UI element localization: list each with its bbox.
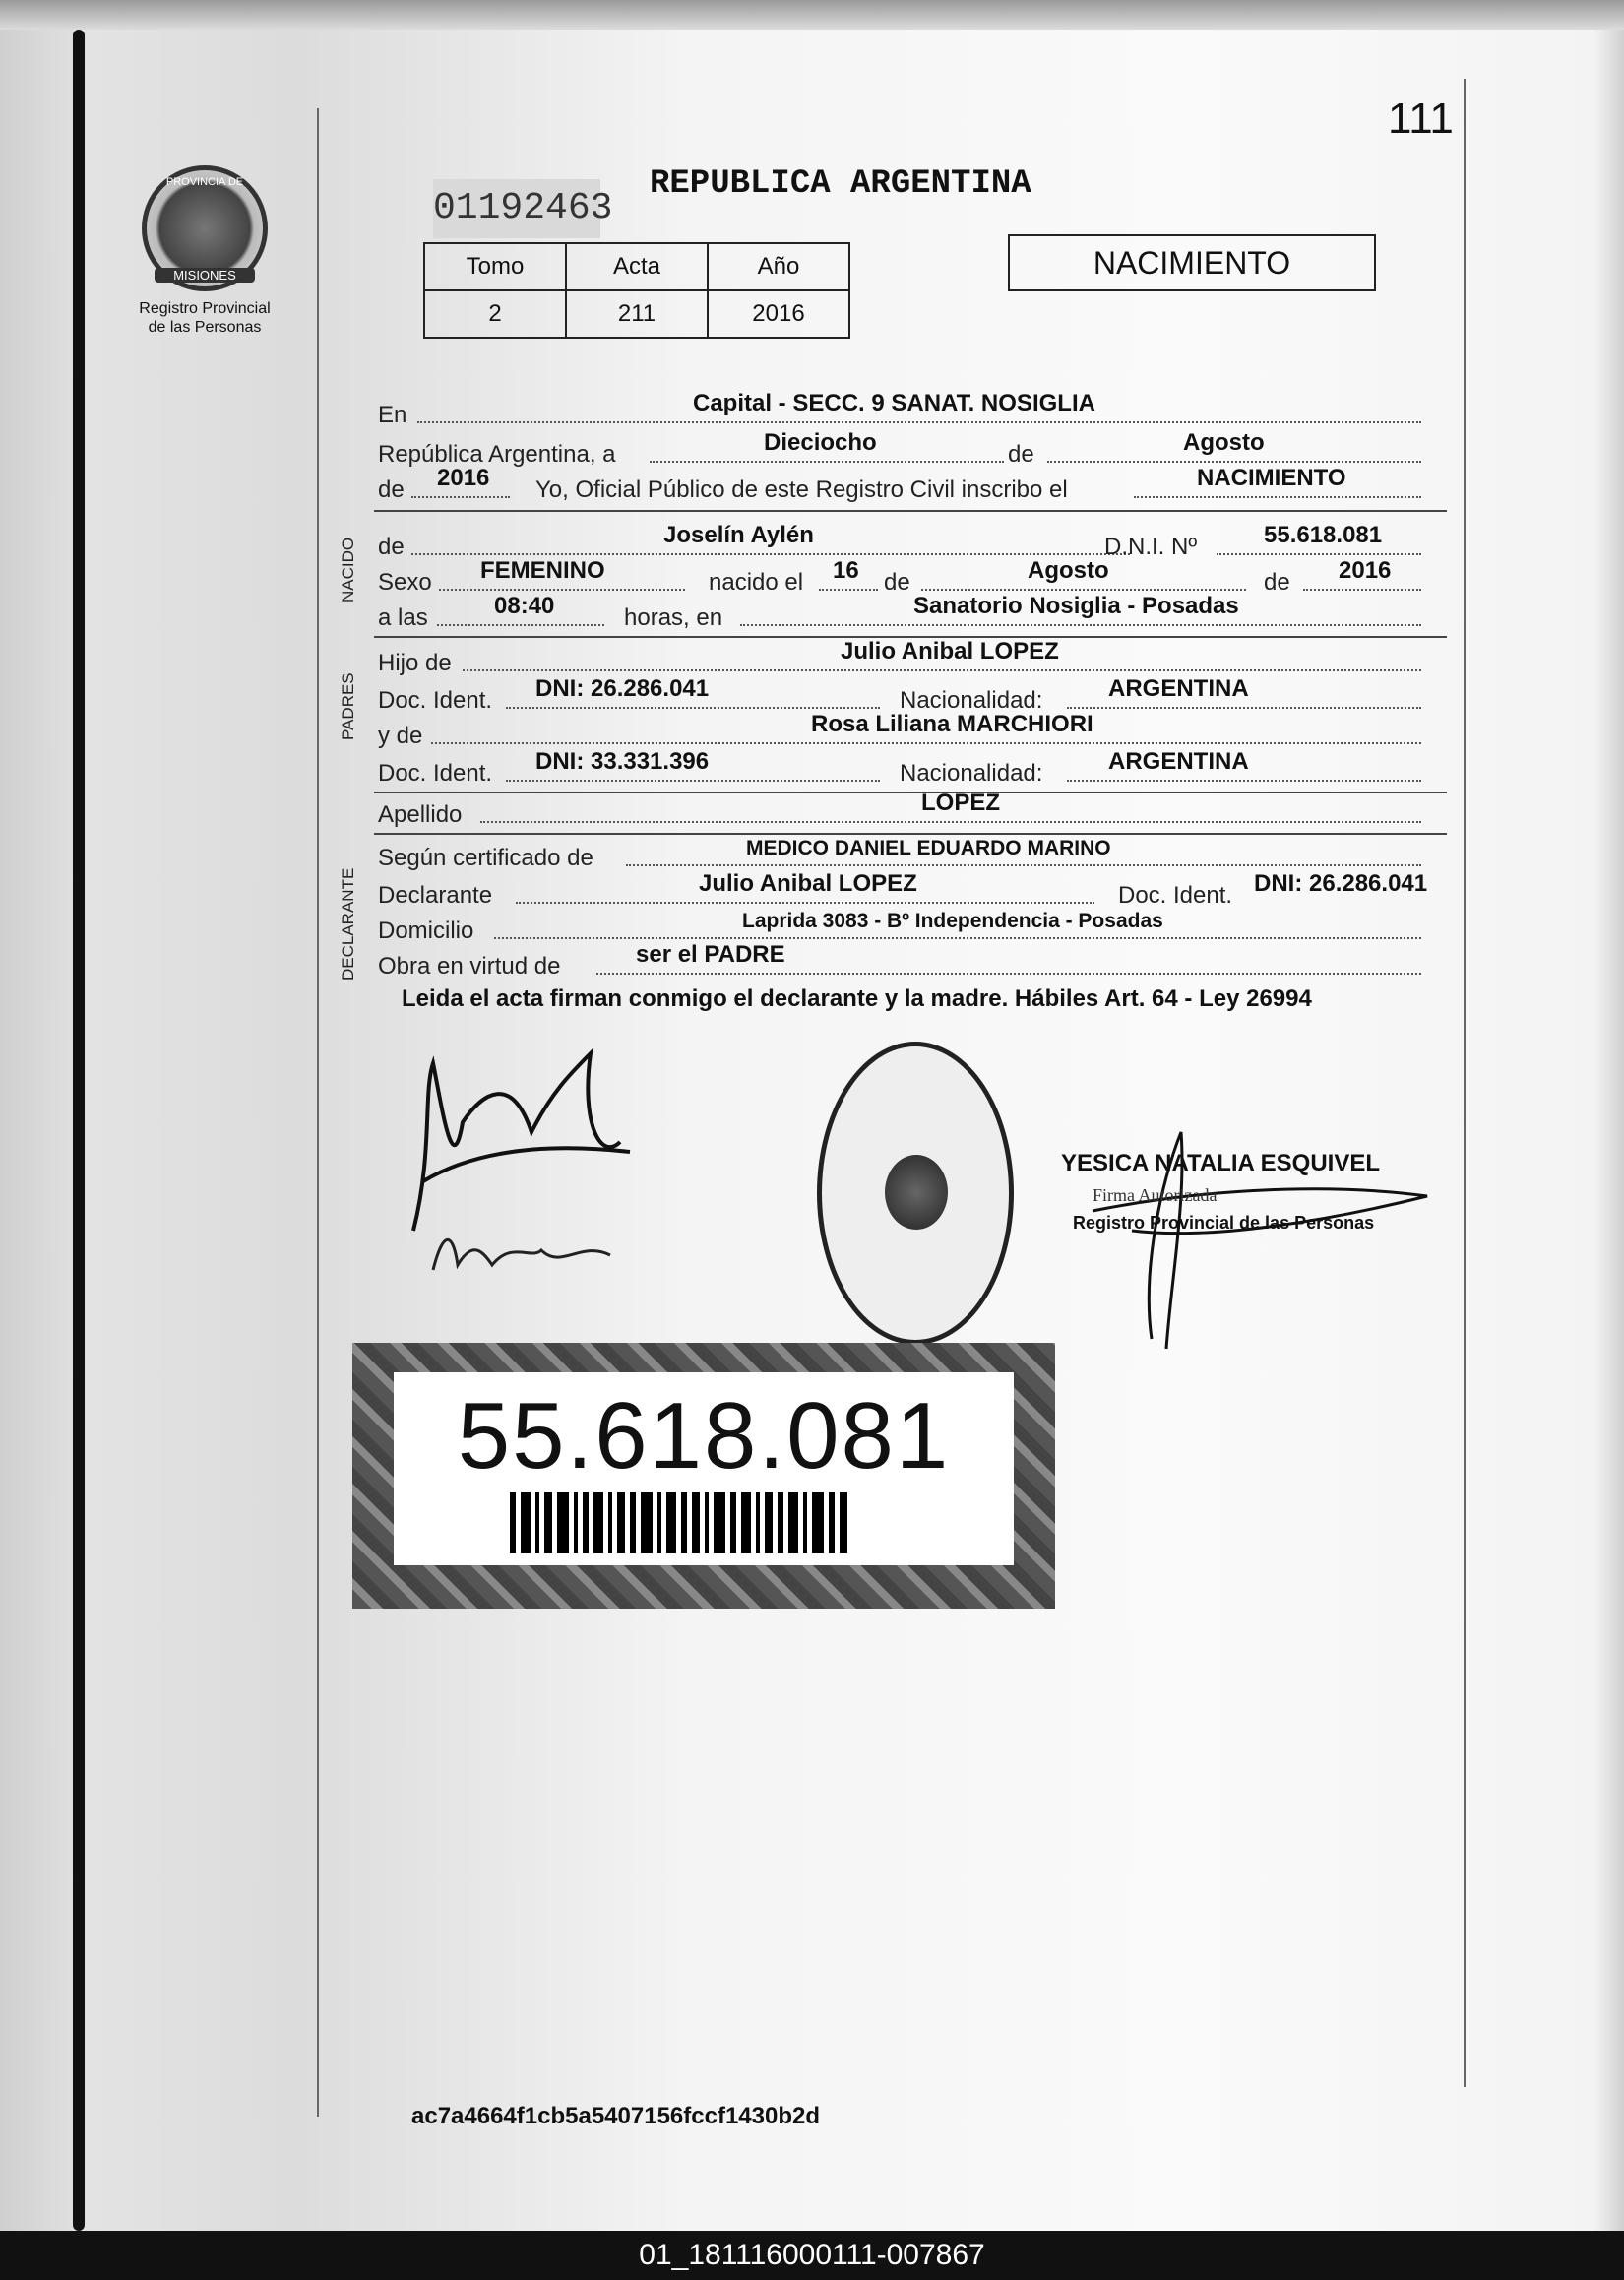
footer-id: 01_181116000111-007867 [0, 2231, 1624, 2280]
dotted-line [921, 589, 1246, 591]
dotted-line [516, 902, 1094, 904]
row-obra [378, 941, 1441, 981]
value-birth-year: 2016 [1339, 557, 1392, 584]
label-hijo-de: Hijo de [378, 650, 452, 676]
label-horas-en: horas, en [624, 604, 723, 631]
row-hora [378, 593, 1441, 632]
registry-stamp [817, 1042, 1014, 1345]
dotted-line [596, 973, 1421, 975]
row-madre-doc [378, 748, 1441, 788]
value-month: Agosto [1183, 429, 1265, 456]
label-de: de [378, 476, 405, 503]
mother-signature [423, 1211, 640, 1290]
value-dni: 55.618.081 [1264, 522, 1383, 548]
value-time: 08:40 [494, 593, 555, 619]
label-nacionalidad: Nacionalidad: [900, 687, 1043, 714]
dotted-line [411, 496, 510, 498]
dotted-line [506, 780, 880, 782]
row-apellido [378, 790, 1441, 829]
logo-caption [126, 299, 283, 337]
row-certificado [378, 837, 1441, 872]
row-sexo [378, 557, 1441, 597]
label-certificado: Según certificado de [378, 845, 593, 871]
dotted-line [1303, 589, 1421, 591]
label-de: de [1008, 441, 1034, 468]
header-acta: Acta [566, 243, 708, 290]
header-tomo: Tomo [424, 243, 566, 290]
registry-table-values [424, 290, 849, 338]
logo-caption-line2: de las Personas [148, 319, 262, 336]
official-office: Registro Provincial de las Personas [1073, 1213, 1375, 1233]
row-republica [378, 429, 1441, 469]
id-label-inner [394, 1372, 1014, 1565]
dotted-line [1067, 780, 1421, 782]
value-mother-name: Rosa Liliana MARCHIORI [811, 711, 1093, 737]
value-year: 2016 [437, 465, 490, 491]
value-declarante: Julio Anibal LOPEZ [699, 870, 917, 897]
page-number: 111 [1388, 95, 1454, 143]
closing-statement: Leida el acta firman conmigo el declarante y la madre. Hábiles Art. 64 - Ley 26994 [402, 985, 1312, 1012]
label-nacido-el: nacido el [709, 569, 804, 596]
label-de: de [884, 569, 910, 596]
page-top-edge [0, 0, 1624, 30]
label-declarante: Declarante [378, 882, 493, 909]
logo-caption-line1: Registro Provincial [139, 300, 271, 317]
value-ano: 2016 [708, 290, 849, 338]
value-mother-doc: DNI: 33.331.396 [535, 748, 710, 775]
label-en: En [378, 402, 407, 428]
label-republica: República Argentina, a [378, 441, 616, 468]
value-child-name: Joselín Aylén [663, 522, 814, 548]
seal-text: PROVINCIA DE [165, 176, 244, 188]
registry-table [423, 242, 850, 339]
dotted-line [819, 589, 878, 591]
value-father-nationality: ARGENTINA [1108, 675, 1249, 702]
official-title: Firma Autorizada [1093, 1185, 1218, 1205]
country-heading: REPUBLICA ARGENTINA [650, 165, 1031, 203]
dotted-line [1047, 461, 1421, 463]
label-a-las: a las [378, 604, 428, 631]
row-madre [378, 711, 1441, 750]
dotted-line [626, 864, 1421, 866]
label-y-de: y de [378, 723, 423, 749]
value-certificado: MEDICO DANIEL EDUARDO MARINO [746, 837, 1111, 859]
stamp-emblem-icon [885, 1155, 948, 1230]
seal-ribbon: MISIONES [155, 268, 255, 283]
section-divider [374, 510, 1447, 512]
document-hash: ac7a4664f1cb5a5407156fccf1430b2d [411, 2103, 820, 2129]
label-apellido: Apellido [378, 801, 463, 828]
value-father-doc: DNI: 26.286.041 [535, 675, 710, 702]
value-sexo: FEMENINO [480, 557, 605, 584]
value-tomo: 2 [424, 290, 566, 338]
province-seal-icon [142, 165, 268, 291]
dotted-line [1134, 496, 1421, 498]
value-birth-month: Agosto [1028, 557, 1109, 584]
section-divider [374, 833, 1447, 835]
dotted-line [437, 624, 604, 626]
dotted-line [480, 821, 1421, 823]
value-declarante-doc: DNI: 26.286.041 [1254, 870, 1428, 897]
dotted-line [650, 461, 1004, 463]
value-father-name: Julio Anibal LOPEZ [841, 638, 1059, 665]
label-oficial: Yo, Oficial Público de este Registro Civil inscribo el [535, 476, 1068, 503]
dotted-line [494, 937, 1421, 939]
label-de: de [378, 534, 405, 560]
value-inscribe: NACIMIENTO [1197, 465, 1346, 491]
value-birth-place: Sanatorio Nosiglia - Posadas [913, 593, 1239, 619]
dotted-line [463, 669, 1421, 671]
provincial-logo [126, 165, 283, 337]
dotted-line [1217, 553, 1421, 555]
label-obra-en-virtud: Obra en virtud de [378, 953, 561, 980]
dotted-line [740, 624, 1421, 626]
value-acta: 211 [566, 290, 708, 338]
side-label-padres: PADRES [339, 672, 357, 740]
row-padre-doc [378, 675, 1441, 715]
value-obra: ser el PADRE [636, 941, 785, 968]
row-declarante [378, 870, 1441, 910]
margin-line [317, 108, 319, 2117]
dotted-line [439, 589, 685, 591]
value-day: Dieciocho [764, 429, 877, 456]
value-apellido: LOPEZ [921, 790, 1001, 816]
label-doc-ident: Doc. Ident. [378, 687, 493, 714]
label-dni: D.N.I. Nº [1104, 534, 1198, 560]
row-domicilio [378, 910, 1441, 945]
label-domicilio: Domicilio [378, 918, 474, 944]
row-name [378, 522, 1441, 561]
side-label-declarante: DECLARANTE [339, 867, 357, 981]
barcode-icon [510, 1492, 923, 1553]
label-sexo: Sexo [378, 569, 432, 596]
dotted-line [1067, 707, 1421, 709]
dotted-line [417, 421, 1421, 423]
label-de: de [1264, 569, 1290, 596]
row-padre [378, 638, 1441, 677]
value-birth-day: 16 [833, 557, 859, 584]
label-doc-ident: Doc. Ident. [1118, 882, 1233, 909]
label-doc-ident: Doc. Ident. [378, 760, 493, 787]
id-label-sticker [352, 1343, 1055, 1609]
id-number: 55.618.081 [457, 1383, 951, 1488]
dotted-line [506, 707, 880, 709]
value-domicilio: Laprida 3083 - Bº Independencia - Posadas [742, 910, 1163, 932]
dotted-line [411, 553, 1130, 555]
row-inscribo [378, 465, 1441, 504]
right-margin-line [1464, 79, 1466, 2087]
registry-table-header [424, 243, 849, 290]
official-name: YESICA NATALIA ESQUIVEL [1061, 1150, 1381, 1176]
value-mother-nationality: ARGENTINA [1108, 748, 1249, 775]
dotted-line [431, 742, 1421, 744]
side-label-nacido: NACIDO [339, 537, 357, 602]
label-nacionalidad: Nacionalidad: [900, 760, 1043, 787]
act-type-box: NACIMIENTO [1008, 234, 1376, 291]
row-en [378, 390, 1441, 429]
serial-number: 01192463 [433, 179, 600, 238]
value-location: Capital - SECC. 9 SANAT. NOSIGLIA [693, 390, 1095, 416]
binding-spine [73, 30, 85, 2231]
header-ano: Año [708, 243, 849, 290]
